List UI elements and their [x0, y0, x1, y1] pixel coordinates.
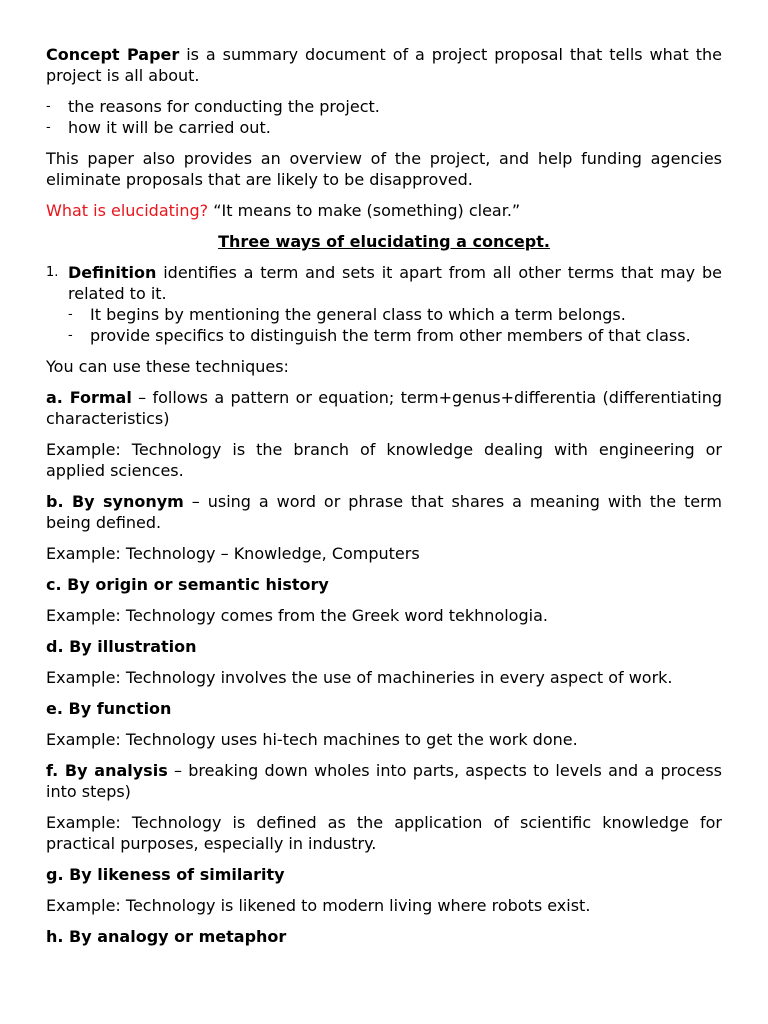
intro-bullet-list [46, 96, 722, 138]
intro-paragraph [46, 44, 722, 86]
technique-analysis [46, 760, 722, 802]
list-item: - It begins by mentioning the general class to which a term belongs. [68, 305, 626, 324]
numbered-item-definition [46, 262, 722, 346]
definition-term: Definition [68, 263, 157, 282]
technique-formal [46, 387, 722, 429]
example-illustration: Example: Technology involves the use of machineries in every aspect of work. [46, 668, 673, 687]
intro-term: Concept Paper [46, 45, 180, 64]
example-function: Example: Technology uses hi-tech machines to get the work done. [46, 730, 578, 749]
definition-text: identifies a term and sets it apart from all other terms that may be related to it. [68, 263, 722, 303]
technique-text: – follows a pattern or equation; term+genus+differentia (differentiating characteristics) [46, 388, 723, 428]
overview-paragraph: This paper also provides an overview of the project, and help funding agencies eliminate proposals that are likely to be disapproved. [46, 149, 722, 189]
list-item: - how it will be carried out. [46, 118, 271, 137]
dash-marker: - [46, 99, 51, 114]
technique-origin: c. By origin or semantic history [46, 575, 329, 594]
question-line [46, 200, 722, 221]
list-item: - provide specifics to distinguish the term from other members of that class. [68, 326, 691, 345]
dash-marker: - [68, 307, 73, 322]
technique-synonym [46, 491, 722, 533]
example-likeness: Example: Technology is likened to modern living where robots exist. [46, 896, 591, 915]
list-item: - the reasons for conducting the project. [46, 97, 380, 116]
technique-likeness: g. By likeness of similarity [46, 865, 285, 884]
example-synonym: Example: Technology – Knowledge, Computers [46, 544, 420, 563]
technique-text: – using a word or phrase that shares a meaning with the term being defined. [46, 492, 723, 532]
definition-paragraph [68, 262, 722, 304]
example-formal: Example: Technology is the branch of knowledge dealing with engineering or applied sciences. [46, 440, 722, 480]
technique-text: – breaking down wholes into parts, aspects to levels and a process into steps) [46, 761, 722, 801]
technique-function: e. By function [46, 699, 172, 718]
technique-title: f. By analysis [46, 761, 168, 780]
item-number: 1. [46, 265, 59, 280]
example-origin: Example: Technology comes from the Greek word tekhnologia. [46, 606, 548, 625]
technique-illustration: d. By illustration [46, 637, 197, 656]
intro-text: is a summary document of a project proposal that tells what the project is all about. [46, 45, 723, 85]
example-analysis: Example: Technology is defined as the application of scientific knowledge for practical purposes, especially in industry. [46, 813, 722, 853]
question-answer: “It means to make (something) clear.” [208, 201, 521, 220]
definition-bullet-list [68, 304, 722, 346]
technique-analogy: h. By analogy or metaphor [46, 927, 287, 946]
dash-marker: - [68, 328, 73, 343]
techniques-intro: You can use these techniques: [46, 357, 289, 376]
technique-title: a. Formal [46, 388, 132, 407]
section-heading: Three ways of elucidating a concept. [218, 232, 550, 251]
technique-title: b. By synonym [46, 492, 184, 511]
dash-marker: - [46, 120, 51, 135]
question-text: What is elucidating? [46, 201, 209, 220]
